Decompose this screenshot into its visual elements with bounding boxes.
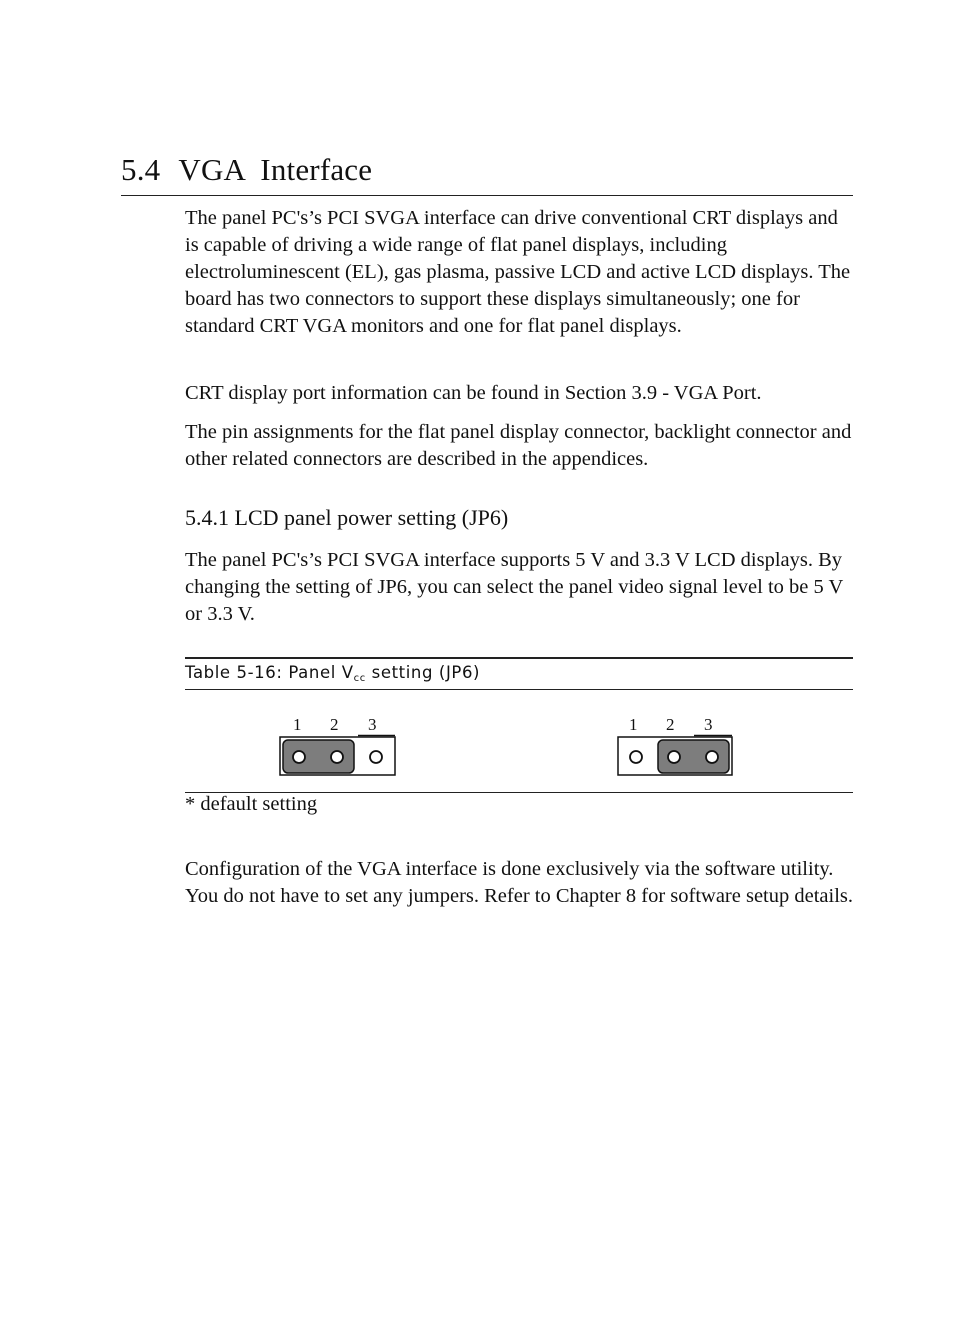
table-caption-rule — [185, 689, 853, 690]
default-setting-note: * default setting — [185, 793, 318, 815]
pin-2 — [668, 751, 680, 763]
intro-paragraph: The panel PC's’s PCI SVGA interface can drive conventional CRT displays and is capable of driving a wide range of flat panel displays, including electroluminescent (EL), gas plasma, passive LCD and active LCD displays. The board has two connectors to support these displays simultaneously; one for standard CRT VGA monitors and one for flat panel displays. — [185, 207, 851, 337]
section-title: VGA Interface — [178, 152, 373, 187]
subsection-paragraph: The panel PC's’s PCI SVGA interface supports 5 V and 3.3 V LCD displays. By changing the setting of JP6, you can select the panel video signal level to be 5 V or 3.3 V. — [185, 549, 843, 625]
pin-label: 3 — [704, 715, 713, 734]
section-heading — [121, 152, 372, 188]
pin-label: 1 — [629, 715, 638, 734]
section-number: 5.4 — [121, 152, 161, 187]
pin-label: 3 — [368, 715, 377, 734]
table-caption: Table 5-16: Panel $V_{cc}$ setting (JP6) — [185, 663, 481, 684]
heading-rule — [121, 195, 853, 196]
pin-label: 1 — [293, 715, 302, 734]
pin-1 — [630, 751, 642, 763]
closing-paragraph: Configuration of the VGA interface is done exclusively via the software utility. You do not have to set any jumpers. Refer to Chapter 8 for software setup details. — [185, 858, 854, 907]
pin-2 — [331, 751, 343, 763]
crt-paragraph: CRT display port information can be found in Section 3.9 - VGA Port. — [185, 382, 762, 404]
table-top-rule — [185, 657, 853, 659]
pin-3 — [706, 751, 718, 763]
jumper-diagram-1-2 — [278, 710, 398, 780]
jumper-diagram-2-3 — [616, 710, 736, 780]
pin-label: 2 — [666, 715, 675, 734]
pin-3 — [370, 751, 382, 763]
pin-label: 2 — [330, 715, 339, 734]
pin-1 — [293, 751, 305, 763]
pin-assignment-paragraph: The pin assignments for the flat panel display connector, backlight connector and other related connectors are described in the appendices. — [185, 421, 852, 470]
subsection-heading: 5.4.1 LCD panel power setting (JP6) — [185, 505, 509, 530]
